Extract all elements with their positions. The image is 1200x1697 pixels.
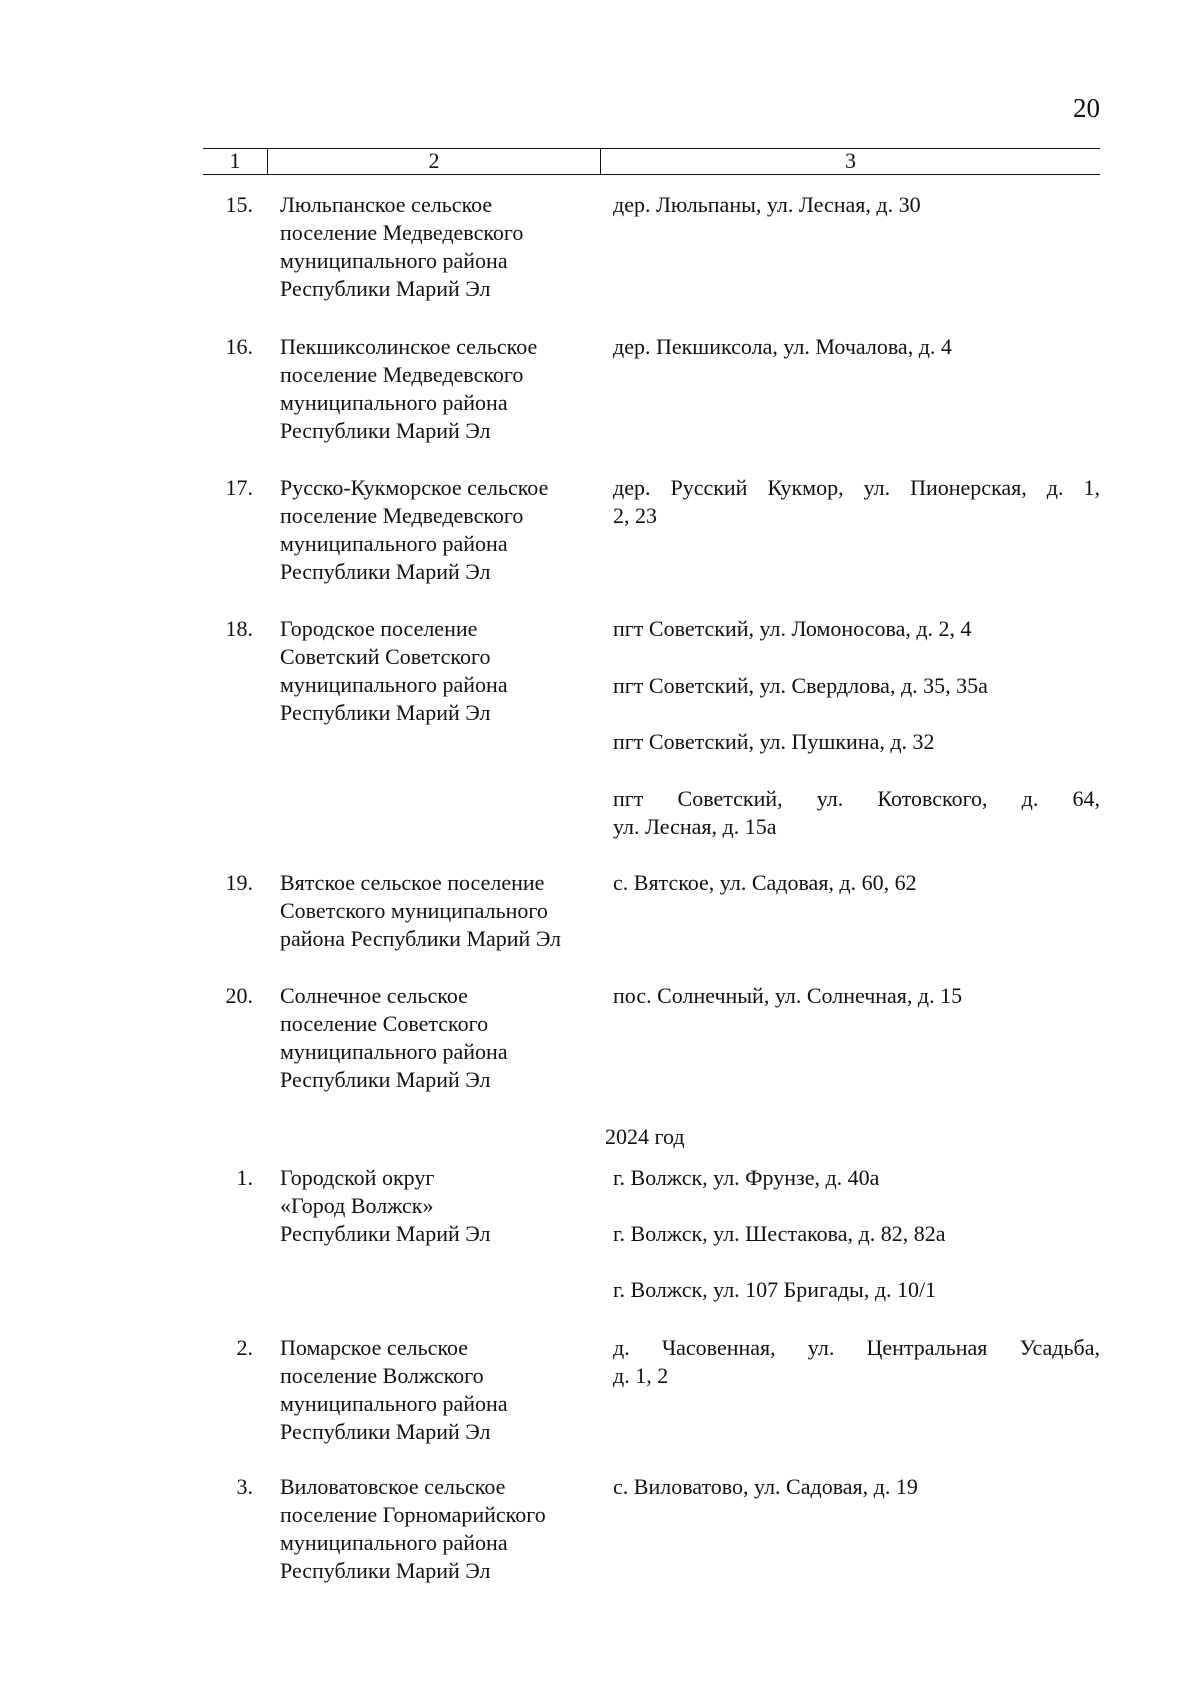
settlement-name-line: Республики Марий Эл	[280, 1067, 491, 1092]
address-line: пгт Советский, ул. Котовского, д. 64,	[613, 786, 1100, 811]
settlement-name-line: Городское поселение	[280, 616, 478, 641]
settlement-name-line: района Республики Марий Эл	[280, 926, 562, 951]
address-line: дер. Русский Кукмор, ул. Пионерская, д. 1,	[613, 475, 1100, 500]
settlement-name-line: муниципального района	[280, 1530, 508, 1555]
settlement-name-line: Республики Марий Эл	[280, 1419, 491, 1444]
address-line: г. Волжск, ул. 107 Бригады, д. 10/1	[613, 1277, 937, 1302]
year-heading: 2024 год	[605, 1124, 685, 1149]
settlement-name-line: поселение Медведевского	[280, 220, 524, 245]
settlement-name-line: Республики Марий Эл	[280, 700, 491, 725]
row-number: 18.	[225, 616, 253, 641]
settlement-name	[280, 869, 600, 953]
settlement-name-line: муниципального района	[280, 390, 508, 415]
address-line: г. Волжск, ул. Фрунзе, д. 40а	[613, 1165, 880, 1190]
table-header-col-3: 3	[600, 149, 1100, 174]
settlement-name	[280, 615, 600, 727]
page-number: 20	[1073, 93, 1100, 123]
address-line: пгт Советский, ул. Ломоносова, д. 2, 4	[613, 616, 972, 641]
address-line: 2, 23	[613, 503, 657, 528]
settlement-name-line: «Город Волжск»	[280, 1193, 434, 1218]
settlement-name-line: поселение Волжского	[280, 1363, 484, 1388]
table-header-col-2: 2	[267, 149, 600, 174]
address-line: д. 1, 2	[613, 1363, 669, 1388]
settlement-name-line: Помарское сельское	[280, 1335, 469, 1360]
row-number: 2.	[236, 1335, 253, 1360]
settlement-name	[280, 982, 600, 1094]
settlement-name-line: муниципального района	[280, 248, 508, 273]
address-line: с. Виловатово, ул. Садовая, д. 19	[613, 1474, 918, 1499]
settlement-name-line: Советского муниципального	[280, 898, 548, 923]
settlement-name-line: Республики Марий Эл	[280, 559, 491, 584]
address-line: г. Волжск, ул. Шестакова, д. 82, 82а	[613, 1221, 946, 1246]
row-number: 17.	[225, 475, 253, 500]
settlement-name-line: поселение Медведевского	[280, 362, 524, 387]
settlement-name	[280, 333, 600, 445]
address-line: пос. Солнечный, ул. Солнечная, д. 15	[613, 983, 963, 1008]
settlement-name-line: Пекшиксолинское сельское	[280, 334, 538, 359]
table-header-row	[203, 148, 1100, 175]
settlement-name	[280, 1334, 600, 1446]
settlement-name-line: Солнечное сельское	[280, 983, 468, 1008]
address-line: с. Вятское, ул. Садовая, д. 60, 62	[613, 870, 917, 895]
settlement-name-line: Республики Марий Эл	[280, 1221, 491, 1246]
row-number: 16.	[225, 334, 253, 359]
settlement-name-line: Республики Марий Эл	[280, 418, 491, 443]
table-header-col-1: 1	[229, 148, 241, 173]
settlement-name-line: Республики Марий Эл	[280, 276, 491, 301]
address-line: пгт Советский, ул. Пушкина, д. 32	[613, 729, 935, 754]
row-number: 20.	[225, 983, 253, 1008]
settlement-name-line: поселение Медведевского	[280, 503, 524, 528]
row-number: 15.	[225, 192, 253, 217]
row-number: 3.	[236, 1474, 253, 1499]
settlement-name-line: муниципального района	[280, 1391, 508, 1416]
settlement-name-line: Русско-Кукморское сельское	[280, 475, 549, 500]
address-line: д. Часовенная, ул. Центральная Усадьба,	[613, 1335, 1100, 1360]
settlement-name-line: Вятское сельское поселение	[280, 870, 545, 895]
row-number: 19.	[225, 870, 253, 895]
settlement-name-line: муниципального района	[280, 1039, 508, 1064]
settlement-name-line: поселение Советского	[280, 1011, 489, 1036]
settlement-name-line: муниципального района	[280, 672, 508, 697]
settlement-name	[280, 1164, 600, 1248]
settlement-name-line: Люльпанское сельское	[280, 192, 493, 217]
address-line: пгт Советский, ул. Свердлова, д. 35, 35а	[613, 673, 988, 698]
address-line: дер. Пекшиксола, ул. Мочалова, д. 4	[613, 334, 952, 359]
settlement-name-line: Виловатовское сельское	[280, 1474, 506, 1499]
row-number: 1.	[236, 1165, 253, 1190]
settlement-name-line: муниципального района	[280, 531, 508, 556]
settlement-name	[280, 191, 600, 303]
settlement-name-line: поселение Горномарийского	[280, 1502, 546, 1527]
settlement-name	[280, 1473, 600, 1585]
address-line: ул. Лесная, д. 15а	[613, 814, 777, 839]
address-line: дер. Люльпаны, ул. Лесная, д. 30	[613, 192, 921, 217]
settlement-name	[280, 474, 600, 586]
settlement-name-line: Республики Марий Эл	[280, 1558, 491, 1583]
settlement-name-line: Советский Советского	[280, 644, 491, 669]
settlement-name-line: Городской округ	[280, 1165, 435, 1190]
